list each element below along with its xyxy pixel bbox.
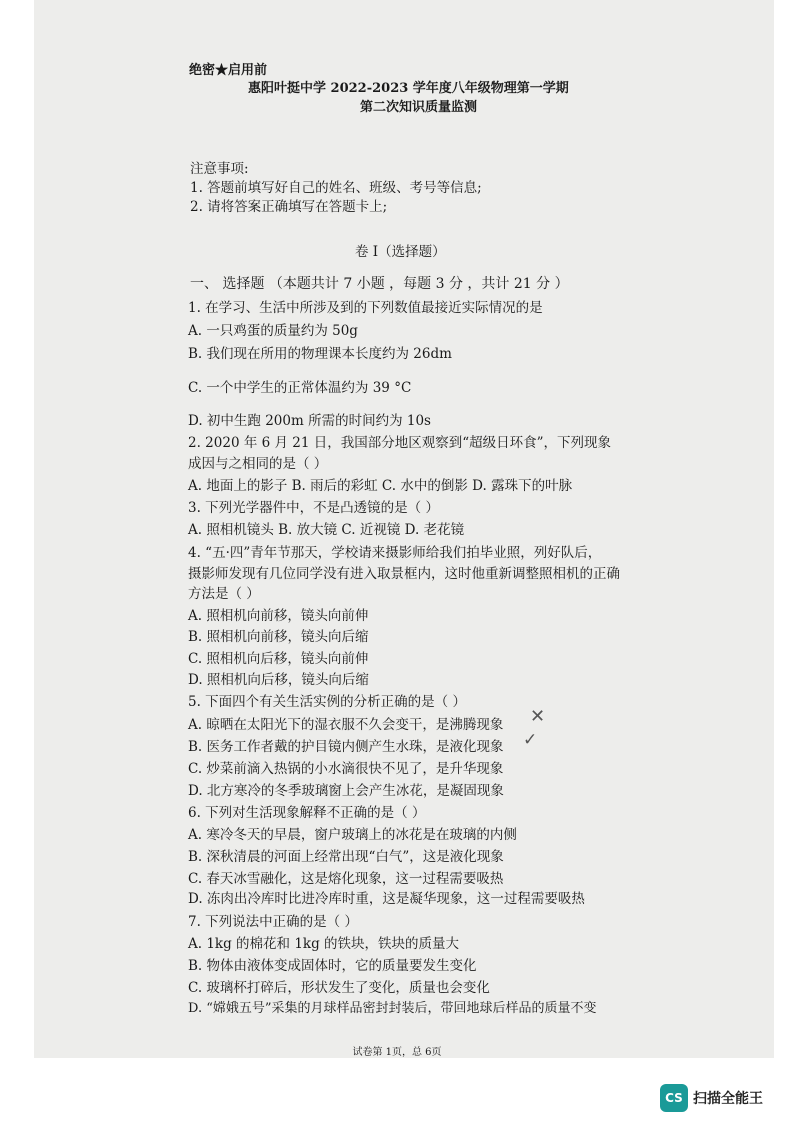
q3-stem: 3. 下列光学器件中，不是凸透镜的是（ ） (188, 500, 439, 516)
notes-item-1: 1. 答题前填写好自己的姓名、班级、考号等信息; (190, 180, 482, 196)
q7-option-c: C. 玻璃杯打碎后，形状发生了变化，质量也会变化 (188, 980, 490, 996)
q7-stem: 7. 下列说法中正确的是（ ） (188, 914, 358, 930)
q6-stem: 6. 下列对生活现象解释不正确的是（ ） (188, 805, 426, 821)
q1-option-b: B. 我们现在所用的物理课本长度约为 26dm (188, 346, 452, 362)
q1-option-a: A. 一只鸡蛋的质量约为 50g (188, 323, 358, 339)
q4-stem-2: 摄影师发现有几位同学没有进入取景框内，这时他重新调整照相机的正确 (188, 566, 620, 582)
q1-option-c: C. 一个中学生的正常体温约为 39 °C (188, 380, 412, 396)
page-footer: 试卷第 1页，总 6页 (352, 1047, 442, 1058)
secret-label: 绝密★启用前 (189, 63, 268, 78)
q6-option-a: A. 寒冷冬天的早晨，窗户玻璃上的冰花是在玻璃的内侧 (188, 827, 517, 843)
q2-stem-1: 2. 2020 年 6 月 21 日，我国部分地区观察到“超级日环食”，下列现象 (188, 435, 612, 451)
q6-option-b: B. 深秋清晨的河面上经常出现“白气”，这是液化现象 (188, 849, 504, 865)
q6-option-c: C. 春天冰雪融化，这是熔化现象，这一过程需要吸热 (188, 871, 504, 887)
q4-option-c: C. 照相机向后移，镜头向前伸 (188, 651, 369, 667)
q2-stem-2: 成因与之相同的是（ ） (188, 456, 328, 472)
q5-option-d: D. 北方寒冷的冬季玻璃窗上会产生冰花，是凝固现象 (188, 783, 504, 799)
notes-heading: 注意事项: (190, 161, 249, 177)
q3-options: A. 照相机镜头 B. 放大镜 C. 近视镜 D. 老花镜 (188, 522, 465, 538)
exam-title-line2: 第二次知识质量监测 (360, 100, 478, 115)
q4-option-a: A. 照相机向前移，镜头向前伸 (188, 608, 369, 624)
q4-stem-3: 方法是（ ） (188, 586, 260, 602)
camscanner-label: 扫描全能王 (693, 1091, 763, 1107)
q7-option-b: B. 物体由液体变成固体时，它的质量要发生变化 (188, 958, 477, 974)
q2-options: A. 地面上的影子 B. 雨后的彩虹 C. 水中的倒影 D. 露珠下的叶脉 (188, 478, 573, 494)
volume-title: 卷 I（选择题） (355, 244, 446, 260)
q7-option-d: D. “嫦娥五号”采集的月球样品密封封装后，带回地球后样品的质量不变 (188, 1001, 597, 1016)
q5-option-a: A. 晾晒在太阳光下的湿衣服不久会变干，是沸腾现象 (188, 717, 504, 733)
q4-option-b: B. 照相机向前移，镜头向后缩 (188, 629, 369, 645)
q5-stem: 5. 下面四个有关生活实例的分析正确的是（ ） (188, 694, 466, 710)
q1-stem: 1. 在学习、生活中所涉及到的下列数值最接近实际情况的是 (188, 300, 543, 316)
q4-stem-1: 4. “五·四”青年节那天，学校请来摄影师给我们拍毕业照，列好队后， (188, 545, 602, 561)
q6-option-d: D. 冻肉出冷库时比进冷库时重，这是凝华现象，这一过程需要吸热 (188, 891, 585, 907)
camscanner-logo-icon: CS (660, 1084, 688, 1112)
check-mark: ✓ (523, 730, 538, 750)
q7-option-a: A. 1kg 的棉花和 1kg 的铁块，铁块的质量大 (188, 936, 460, 952)
q4-option-d: D. 照相机向后移，镜头向后缩 (188, 672, 369, 688)
cross-mark: ✕ (530, 706, 546, 727)
exam-title-line1: 惠阳叶挺中学 2022-2023 学年度八年级物理第一学期 (248, 81, 569, 96)
section-title: 一、 选择题 （本题共计 7 小题 ，每题 3 分 ，共计 21 分 ） (190, 276, 569, 292)
q1-option-d: D. 初中生跑 200m 所需的时间约为 10s (188, 413, 431, 429)
q5-option-b: B. 医务工作者戴的护目镜内侧产生水珠，是液化现象 (188, 739, 504, 755)
q5-option-c: C. 炒菜前滴入热锅的小水滴很快不见了，是升华现象 (188, 761, 504, 777)
notes-item-2: 2. 请将答案正确填写在答题卡上; (190, 199, 388, 215)
camscanner-badge (660, 1083, 763, 1113)
